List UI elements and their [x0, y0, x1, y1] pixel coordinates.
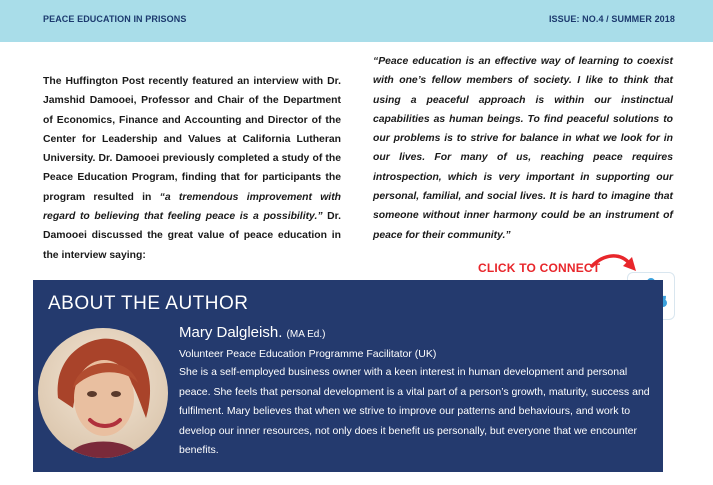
author-credential: (MA Ed.): [286, 329, 326, 340]
section-title: PEACE EDUCATION IN PRISONS: [43, 14, 187, 24]
author-bio: She is a self-employed business owner with a keen interest in human development and personal peace. She feels that personal development is a vital part of a person’s growth, maturity, success and fulfilment. Mary believes that when we strive to improve our patterns and behaviours, and work to develop our inner resources, not only does it benefit us personally, but everyone that we encounter benefits.: [179, 366, 650, 457]
author-name-text: Mary Dalgleish.: [179, 324, 283, 341]
about-author-heading: ABOUT THE AUTHOR: [48, 293, 249, 314]
interview-quote: “Peace education is an effective way of learning to coexist with one’s fellow members of society. I like to think that using a peaceful approach is within our instinctual capabilities as human beings. To find peaceful solutions to our problems is to strive for balance in what we look for in our lives. For many of us, reaching peace requires introspection, which is very important in supporting our personal, familial, and social lives. It is hard to imagine that someone without inner harmony could be an instrument of peace for their community.”: [373, 56, 673, 241]
author-photo: [38, 328, 168, 458]
page-header: [0, 0, 713, 42]
author-role: Volunteer Peace Education Programme Facilitator (UK): [179, 348, 437, 360]
about-author-box: [33, 280, 663, 472]
author-portrait-icon: [38, 328, 168, 458]
inline-quote: “a tremendous improvement with regard to believing that feeling peace is a possibility.”: [43, 191, 341, 223]
intro-text: The Huffington Post recently featured an interview with Dr. Jamshid Damooei, Professor and Chair of the Department of Economics, Finance and Accounting and Director of the Center for Leadership and Values at California Lutheran University. Dr. Damooei previously completed a study of the Peace Education Program, finding that for participants the program resulted in: [43, 76, 341, 203]
issue-label: ISSUE: NO.4 / SUMMER 2018: [548, 14, 675, 24]
article-intro: [43, 72, 341, 265]
intro-outro: Dr. Damooei discussed the great value of peace education in the interview saying:: [43, 211, 341, 261]
author-name: [179, 324, 325, 341]
click-to-connect-link[interactable]: CLICK TO CONNECT: [478, 261, 601, 275]
